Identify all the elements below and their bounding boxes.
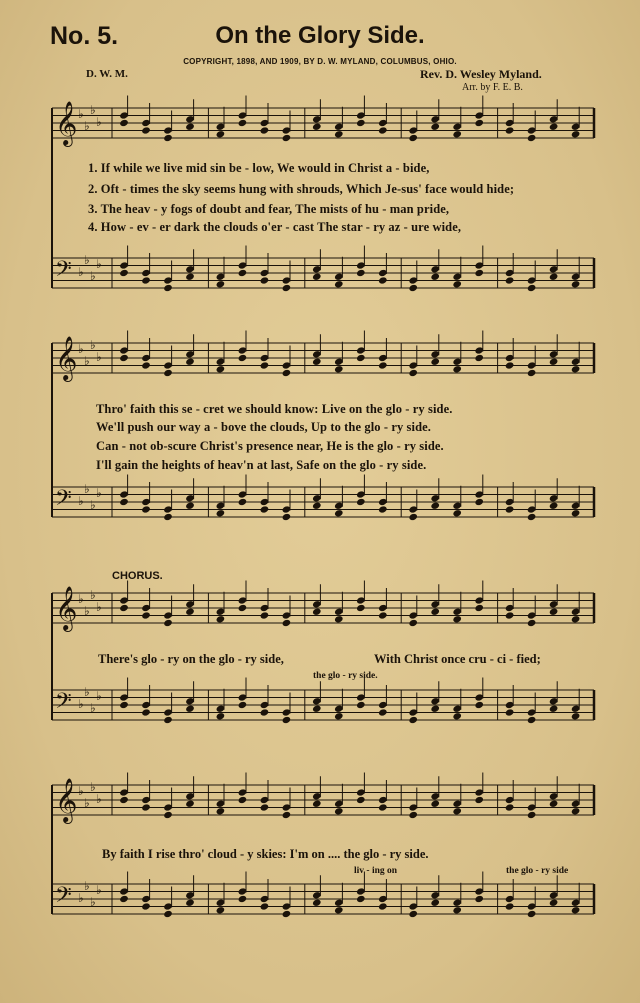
- note-head: [163, 910, 173, 918]
- note-head: [474, 895, 484, 903]
- note-head: [260, 361, 270, 369]
- note-head: [378, 126, 388, 134]
- chorus-label: CHORUS.: [112, 570, 163, 582]
- refrain-line-1: Thro' faith this se - cret we should know: Live on the glo - ry side.: [96, 402, 453, 416]
- flat-sign-icon: ♭: [96, 350, 102, 364]
- note-head: [474, 119, 484, 127]
- note-head: [527, 811, 537, 819]
- note-head: [216, 906, 226, 914]
- note-head: [312, 358, 322, 366]
- note-head: [474, 498, 484, 506]
- note-head: [505, 126, 515, 134]
- note-head: [571, 509, 581, 517]
- flat-sign-icon: ♭: [78, 697, 84, 711]
- chorus-echo-2b: the glo - ry side: [506, 866, 569, 876]
- note-head: [163, 811, 173, 819]
- note-head: [282, 619, 292, 627]
- flat-sign-icon: ♭: [84, 604, 90, 618]
- note-head: [216, 509, 226, 517]
- note-head: [238, 701, 248, 709]
- flat-sign-icon: ♭: [90, 498, 96, 512]
- flat-sign-icon: ♭: [90, 588, 96, 602]
- note-head: [282, 910, 292, 918]
- note-head: [356, 498, 366, 506]
- note-head: [260, 902, 270, 910]
- note-head: [452, 509, 462, 517]
- note-head: [430, 358, 440, 366]
- flat-sign-icon: ♭: [78, 592, 84, 606]
- treble-clef-icon: 𝄞: [55, 336, 78, 380]
- note-head: [527, 369, 537, 377]
- note-head: [356, 895, 366, 903]
- flat-sign-icon: ♭: [96, 257, 102, 271]
- note-head: [216, 807, 226, 815]
- treble-clef-icon: 𝄞: [55, 586, 78, 630]
- note-head: [141, 505, 151, 513]
- flat-sign-icon: ♭: [96, 600, 102, 614]
- note-head: [452, 615, 462, 623]
- note-head: [163, 619, 173, 627]
- flat-sign-icon: ♭: [90, 895, 96, 909]
- note-head: [260, 126, 270, 134]
- note-head: [238, 498, 248, 506]
- note-head: [356, 604, 366, 612]
- note-head: [430, 899, 440, 907]
- note-head: [312, 705, 322, 713]
- note-head: [474, 701, 484, 709]
- note-head: [141, 276, 151, 284]
- note-head: [282, 284, 292, 292]
- note-head: [238, 604, 248, 612]
- note-head: [282, 134, 292, 142]
- note-head: [408, 134, 418, 142]
- note-head: [505, 902, 515, 910]
- flat-sign-icon: ♭: [78, 494, 84, 508]
- note-head: [238, 354, 248, 362]
- note-head: [505, 361, 515, 369]
- note-head: [216, 365, 226, 373]
- bass-clef-icon: 𝄢: [55, 486, 72, 516]
- note-head: [119, 701, 129, 709]
- note-head: [527, 284, 537, 292]
- note-head: [378, 902, 388, 910]
- note-head: [260, 611, 270, 619]
- note-head: [549, 273, 559, 281]
- note-head: [163, 369, 173, 377]
- chorus-echo-1: the glo - ry side.: [313, 671, 378, 681]
- note-head: [238, 895, 248, 903]
- note-head: [356, 354, 366, 362]
- note-head: [216, 280, 226, 288]
- note-head: [260, 276, 270, 284]
- note-head: [119, 796, 129, 804]
- composer-initials: D. W. M.: [86, 68, 128, 80]
- flat-sign-icon: ♭: [90, 103, 96, 117]
- refrain-line-3: Can - not ob-scure Christ's presence near, He is the glo - ry side.: [96, 439, 444, 453]
- note-head: [141, 126, 151, 134]
- note-head: [452, 280, 462, 288]
- note-head: [505, 708, 515, 716]
- note-head: [527, 619, 537, 627]
- note-head: [549, 608, 559, 616]
- flat-sign-icon: ♭: [90, 780, 96, 794]
- flat-sign-icon: ♭: [84, 685, 90, 699]
- note-head: [527, 513, 537, 521]
- note-head: [378, 361, 388, 369]
- flat-sign-icon: ♭: [96, 115, 102, 129]
- note-head: [141, 803, 151, 811]
- flat-sign-icon: ♭: [84, 879, 90, 893]
- note-head: [141, 708, 151, 716]
- verse-line-4: 4. How - ev - er dark the clouds o'er - cast The star - ry az - ure wide,: [88, 220, 462, 234]
- arranger-credit: Arr. by F. E. B.: [462, 82, 523, 93]
- note-head: [334, 280, 344, 288]
- note-head: [163, 716, 173, 724]
- note-head: [260, 708, 270, 716]
- note-head: [119, 354, 129, 362]
- note-head: [452, 906, 462, 914]
- flat-sign-icon: ♭: [78, 784, 84, 798]
- note-head: [571, 906, 581, 914]
- flat-sign-icon: ♭: [78, 265, 84, 279]
- note-head: [452, 712, 462, 720]
- note-head: [408, 284, 418, 292]
- note-head: [238, 119, 248, 127]
- note-head: [408, 619, 418, 627]
- note-head: [185, 502, 195, 510]
- note-head: [185, 705, 195, 713]
- flat-sign-icon: ♭: [90, 701, 96, 715]
- treble-clef-icon: 𝄞: [55, 778, 78, 822]
- bass-clef-icon: 𝄢: [55, 689, 72, 719]
- note-head: [474, 604, 484, 612]
- note-head: [185, 608, 195, 616]
- flat-sign-icon: ♭: [96, 792, 102, 806]
- note-head: [527, 910, 537, 918]
- note-head: [185, 800, 195, 808]
- flat-sign-icon: ♭: [84, 482, 90, 496]
- note-head: [163, 134, 173, 142]
- note-head: [312, 608, 322, 616]
- note-head: [141, 611, 151, 619]
- hymn-number: No. 5.: [50, 22, 119, 50]
- note-head: [505, 803, 515, 811]
- verse-line-1: 1. If while we live mid sin be - low, We would in Christ a - bide,: [88, 161, 430, 175]
- note-head: [571, 807, 581, 815]
- note-head: [549, 358, 559, 366]
- note-head: [334, 807, 344, 815]
- note-head: [238, 796, 248, 804]
- verse-line-2: 2. Oft - times the sky seems hung with shrouds, Which Je-sus' face would hide;: [88, 182, 515, 196]
- note-head: [408, 716, 418, 724]
- note-head: [474, 354, 484, 362]
- note-head: [430, 705, 440, 713]
- note-head: [141, 902, 151, 910]
- note-head: [334, 365, 344, 373]
- note-head: [216, 712, 226, 720]
- flat-sign-icon: ♭: [84, 253, 90, 267]
- note-head: [430, 273, 440, 281]
- note-head: [185, 273, 195, 281]
- chorus-lyric-1b: With Christ once cru - ci - fied;: [374, 652, 541, 666]
- note-head: [119, 498, 129, 506]
- refrain-line-2: We'll push our way a - bove the clouds, Up to the glo - ry side.: [96, 420, 432, 434]
- note-head: [527, 716, 537, 724]
- flat-sign-icon: ♭: [96, 486, 102, 500]
- note-head: [356, 796, 366, 804]
- note-head: [260, 505, 270, 513]
- note-head: [430, 502, 440, 510]
- note-head: [163, 284, 173, 292]
- note-head: [334, 130, 344, 138]
- hymn-title: On the Glory Side.: [215, 22, 425, 49]
- note-head: [452, 365, 462, 373]
- note-head: [378, 803, 388, 811]
- note-head: [119, 895, 129, 903]
- note-head: [378, 708, 388, 716]
- note-head: [185, 358, 195, 366]
- note-head: [571, 130, 581, 138]
- flat-sign-icon: ♭: [96, 689, 102, 703]
- note-head: [163, 513, 173, 521]
- chorus-echo-2a: liv - ing on: [354, 866, 398, 876]
- copyright-notice: COPYRIGHT, 1898, AND 1909, BY D. W. MYLAND, COLUMBUS, OHIO.: [183, 57, 457, 66]
- note-head: [282, 716, 292, 724]
- note-head: [378, 611, 388, 619]
- flat-sign-icon: ♭: [78, 107, 84, 121]
- verse-line-3: 3. The heav - y fogs of doubt and fear, The mists of hu - man pride,: [88, 202, 450, 216]
- flat-sign-icon: ♭: [90, 269, 96, 283]
- flat-sign-icon: ♭: [84, 119, 90, 133]
- flat-sign-icon: ♭: [78, 891, 84, 905]
- note-head: [408, 910, 418, 918]
- note-head: [452, 807, 462, 815]
- note-head: [185, 123, 195, 131]
- note-head: [408, 513, 418, 521]
- note-head: [571, 280, 581, 288]
- note-head: [430, 800, 440, 808]
- note-head: [282, 811, 292, 819]
- flat-sign-icon: ♭: [78, 342, 84, 356]
- note-head: [312, 502, 322, 510]
- note-head: [571, 365, 581, 373]
- note-head: [119, 269, 129, 277]
- note-head: [474, 269, 484, 277]
- note-head: [334, 615, 344, 623]
- note-head: [505, 611, 515, 619]
- note-head: [141, 361, 151, 369]
- note-head: [216, 615, 226, 623]
- note-head: [571, 712, 581, 720]
- note-head: [430, 123, 440, 131]
- note-head: [334, 906, 344, 914]
- bass-clef-icon: 𝄢: [55, 257, 72, 287]
- note-head: [238, 269, 248, 277]
- note-head: [185, 899, 195, 907]
- note-head: [549, 899, 559, 907]
- note-head: [312, 800, 322, 808]
- note-head: [312, 899, 322, 907]
- note-head: [505, 505, 515, 513]
- author-name: Rev. D. Wesley Myland.: [420, 67, 542, 81]
- note-head: [378, 276, 388, 284]
- note-head: [334, 509, 344, 517]
- note-head: [549, 502, 559, 510]
- note-head: [282, 513, 292, 521]
- note-head: [549, 800, 559, 808]
- treble-clef-icon: 𝄞: [55, 101, 78, 145]
- flat-sign-icon: ♭: [90, 338, 96, 352]
- note-head: [549, 705, 559, 713]
- note-head: [549, 123, 559, 131]
- flat-sign-icon: ♭: [84, 354, 90, 368]
- note-head: [356, 269, 366, 277]
- note-head: [527, 134, 537, 142]
- note-head: [408, 811, 418, 819]
- chorus-lyric-2: By faith I rise thro' cloud - y skies: I'm on .... the glo - ry side.: [102, 847, 429, 861]
- note-head: [119, 119, 129, 127]
- note-head: [474, 796, 484, 804]
- bass-clef-icon: 𝄢: [55, 883, 72, 913]
- note-head: [260, 803, 270, 811]
- note-head: [334, 712, 344, 720]
- note-head: [356, 119, 366, 127]
- note-head: [312, 273, 322, 281]
- note-head: [430, 608, 440, 616]
- note-head: [216, 130, 226, 138]
- note-head: [505, 276, 515, 284]
- note-head: [356, 701, 366, 709]
- flat-sign-icon: ♭: [84, 796, 90, 810]
- note-head: [119, 604, 129, 612]
- note-head: [312, 123, 322, 131]
- refrain-line-4: I'll gain the heights of heav'n at last, Safe on the glo - ry side.: [96, 458, 427, 472]
- note-head: [378, 505, 388, 513]
- flat-sign-icon: ♭: [96, 883, 102, 897]
- note-head: [282, 369, 292, 377]
- note-head: [408, 369, 418, 377]
- note-head: [571, 615, 581, 623]
- note-head: [452, 130, 462, 138]
- chorus-lyric-1a: There's glo - ry on the glo - ry side,: [98, 652, 284, 666]
